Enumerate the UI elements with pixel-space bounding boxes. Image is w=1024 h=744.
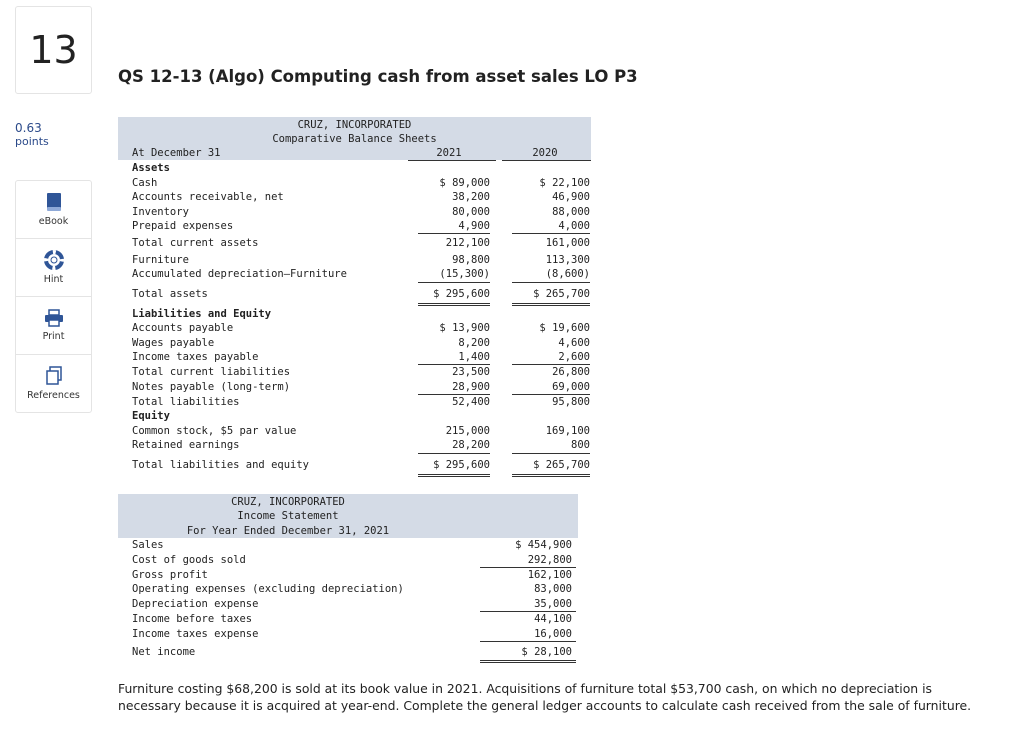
is-opex-label: Operating expenses (excluding depreciation): [132, 583, 404, 595]
bs-ap-2020: $ 19,600: [539, 322, 590, 334]
bs-re-2021: 28,200: [452, 439, 490, 451]
bs-year2-underline: [502, 160, 591, 161]
bs-itp-label: Income taxes payable: [132, 351, 259, 363]
bs-double-rule: [418, 303, 490, 304]
references-label: References: [27, 390, 80, 401]
bs-ar-2021: 38,200: [452, 191, 490, 203]
is-sales-value: $ 454,900: [515, 539, 572, 551]
bs-furniture-label: Furniture: [132, 254, 189, 266]
bs-notes-label: Notes payable (long-term): [132, 381, 291, 393]
is-ibt-value: 44,100: [534, 613, 572, 625]
bs-wages-2020: 4,600: [558, 337, 590, 349]
bs-wages-2021: 8,200: [458, 337, 490, 349]
question-title: QS 12-13 (Algo) Computing cash from asset sales LO P3: [118, 67, 638, 86]
bs-total-assets-label: Total assets: [132, 288, 208, 300]
income-statement: [118, 494, 578, 664]
points-value: 0.63: [15, 121, 42, 135]
is-opex-value: 83,000: [534, 583, 572, 595]
copy-pages-icon: [45, 366, 63, 386]
bs-double-rule: [512, 303, 590, 304]
bs-notes-2021: 28,900: [452, 381, 490, 393]
bs-tcl-2020: 26,800: [552, 366, 590, 378]
is-company-name: CRUZ, INCORPORATED: [231, 496, 345, 508]
lifebuoy-icon: [44, 250, 64, 270]
print-label: Print: [42, 331, 65, 342]
bs-itp-2020: 2,600: [558, 351, 590, 363]
is-double-rule: [480, 660, 576, 661]
bs-prepaid-2020: 4,000: [558, 220, 590, 232]
bs-tle-label: Total liabilities and equity: [132, 459, 310, 471]
is-dep-value: 35,000: [534, 598, 572, 610]
bs-inventory-2020: 88,000: [552, 206, 590, 218]
is-title: Income Statement: [237, 510, 339, 522]
is-cogs-label: Cost of goods sold: [132, 554, 246, 566]
is-ni-label: Net income: [132, 646, 196, 658]
bs-equity-heading: Equity: [132, 410, 170, 422]
bs-rule: [418, 453, 490, 454]
is-ibt-label: Income before taxes: [132, 613, 253, 625]
bs-tca-2020: 161,000: [545, 237, 590, 249]
balance-sheet: [118, 117, 591, 477]
bs-tl-2020: 95,800: [552, 396, 590, 408]
bs-accum-dep-2021: (15,300): [439, 268, 490, 280]
ebook-button[interactable]: [16, 181, 91, 239]
is-gp-value: 162,100: [527, 569, 572, 581]
bs-rule: [418, 282, 490, 283]
bs-total-assets-2021: $ 295,600: [433, 288, 490, 300]
is-cogs-value: 292,800: [527, 554, 572, 566]
question-instructions: Furniture costing $68,200 is sold at its book value in 2021. Acquisitions of furniture total $53,700 cash, on which no depreciation is necessary because it is acquired at year-end. Complete the general ledger accounts to calculate cash received from the sale of furniture.: [118, 681, 972, 713]
bs-notes-2020: 69,000: [552, 381, 590, 393]
bs-prepaid-label: Prepaid expenses: [132, 220, 234, 232]
bs-company-name: CRUZ, INCORPORATED: [297, 119, 412, 131]
is-tax-value: 16,000: [534, 628, 572, 640]
question-number: 13: [15, 6, 92, 94]
bs-prepaid-2021: 4,900: [458, 220, 490, 232]
bs-cash-2021: $ 89,000: [439, 177, 490, 189]
bs-year1-underline: [408, 160, 496, 161]
bs-total-assets-2020: $ 265,700: [533, 288, 590, 300]
bs-ar-2020: 46,900: [552, 191, 590, 203]
bs-ap-label: Accounts payable: [132, 322, 234, 334]
bs-cash-label: Cash: [132, 177, 158, 189]
bs-rule: [512, 233, 590, 234]
bs-double-rule: [418, 305, 490, 306]
bs-tcl-2021: 23,500: [452, 366, 490, 378]
bs-ar-label: Accounts receivable, net: [132, 191, 284, 203]
bs-accum-dep-2020: (8,600): [545, 268, 590, 280]
bs-inventory-2021: 80,000: [452, 206, 490, 218]
is-double-rule: [480, 662, 576, 663]
bs-itp-2021: 1,400: [458, 351, 490, 363]
bs-liabilities-equity-heading: Liabilities and Equity: [132, 308, 272, 320]
bs-tle-2020: $ 265,700: [533, 459, 590, 471]
bs-tca-label: Total current assets: [132, 237, 259, 249]
bs-rule: [418, 233, 490, 234]
bs-ap-2021: $ 13,900: [439, 322, 490, 334]
bs-year-2020: 2020: [532, 147, 558, 159]
bs-inventory-label: Inventory: [132, 206, 189, 218]
references-button[interactable]: [16, 355, 91, 412]
bs-tl-2021: 52,400: [452, 396, 490, 408]
bs-accum-dep-label: Accumulated depreciation—Furniture: [132, 268, 347, 280]
bs-tca-2021: 212,100: [445, 237, 490, 249]
bs-tcl-label: Total current liabilities: [132, 366, 291, 378]
bs-double-rule: [418, 476, 490, 477]
bs-year-2021: 2021: [436, 147, 462, 159]
bs-tl-label: Total liabilities: [132, 396, 240, 408]
bs-title: Comparative Balance Sheets: [272, 133, 437, 145]
bs-cs-2020: 169,100: [545, 425, 590, 437]
bs-re-2020: 800: [571, 439, 590, 451]
bs-cs-2021: 215,000: [445, 425, 490, 437]
bs-re-label: Retained earnings: [132, 439, 240, 451]
ebook-label: eBook: [38, 216, 69, 227]
print-button[interactable]: [16, 297, 91, 355]
bs-cs-label: Common stock, $5 par value: [132, 425, 297, 437]
hint-label: Hint: [43, 274, 64, 285]
bs-furniture-2021: 98,800: [452, 254, 490, 266]
bs-furniture-2020: 113,300: [545, 254, 590, 266]
points-info: [15, 121, 49, 149]
bs-double-rule: [512, 305, 590, 306]
is-rule: [480, 641, 576, 642]
book-icon: [45, 192, 63, 212]
bs-tle-2021: $ 295,600: [433, 459, 490, 471]
is-ni-value: $ 28,100: [521, 646, 572, 658]
is-period: For Year Ended December 31, 2021: [186, 525, 390, 537]
bs-double-rule: [512, 474, 590, 475]
bs-rule: [512, 282, 590, 283]
bs-double-rule: [418, 474, 490, 475]
bs-rule: [512, 453, 590, 454]
printer-icon: [44, 309, 64, 327]
is-gp-label: Gross profit: [132, 569, 208, 581]
points-label: points: [15, 135, 49, 148]
bs-assets-heading: Assets: [132, 162, 170, 174]
question-toolbar: [15, 180, 92, 413]
bs-wages-label: Wages payable: [132, 337, 215, 349]
bs-date-label: At December 31: [132, 147, 221, 159]
is-dep-label: Depreciation expense: [132, 598, 259, 610]
hint-button[interactable]: [16, 239, 91, 297]
is-tax-label: Income taxes expense: [132, 628, 259, 640]
is-sales-label: Sales: [132, 539, 164, 551]
bs-double-rule: [512, 476, 590, 477]
bs-cash-2020: $ 22,100: [539, 177, 590, 189]
